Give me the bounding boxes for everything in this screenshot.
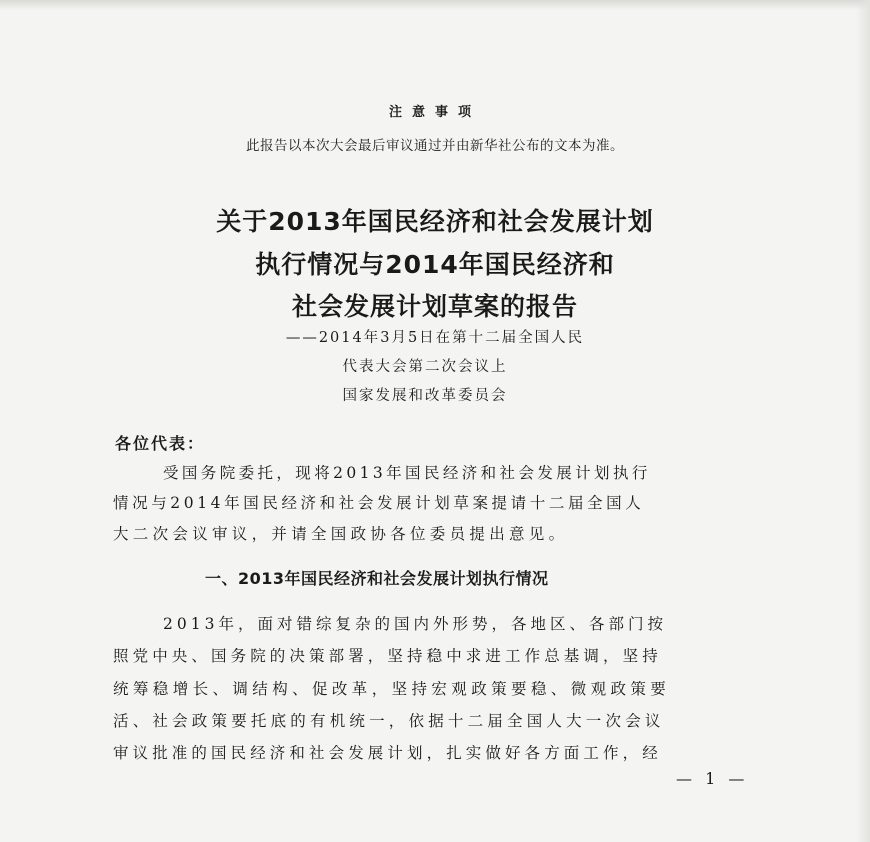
salutation: 各位代表： <box>115 434 206 453</box>
scan-edge-top <box>0 0 870 10</box>
report-title-line-2: 执行情况与2014年国民经济和 <box>255 250 615 279</box>
section-line-5: 审议批准的国民经济和社会发展计划，扎实做好各方面工作，经 <box>113 744 662 762</box>
report-title-line-1: 关于2013年国民经济和社会发展计划 <box>216 207 654 236</box>
report-subtitle-line-1: ——2014年3月5日在第十二届全国人民 <box>285 330 585 346</box>
notice-text: 此报告以本次大会最后审议通过并由新华社公布的文本为准。 <box>246 138 624 154</box>
report-subtitle-line-2: 代表大会第二次会议上 <box>342 359 508 375</box>
intro-line-3: 大二次会议审议，并请全国政协各位委员提出意见。 <box>113 525 569 543</box>
intro-line-2: 情况与2014年国民经济和社会发展计划草案提请十二届全国人 <box>113 494 645 512</box>
section-heading: 一、2013年国民经济和社会发展计划执行情况 <box>205 569 549 588</box>
page-number: — 1 — <box>676 769 749 788</box>
section-line-1: 2013年，面对错综复杂的国内外形势，各地区、各部门按 <box>163 615 667 633</box>
report-title-line-3: 社会发展计划草案的报告 <box>291 292 578 321</box>
scan-edge-right <box>856 0 870 842</box>
section-line-3: 统筹稳增长、调结构、促改革，坚持宏观政策要稳、微观政策要 <box>113 680 671 698</box>
section-line-4: 活、社会政策要托底的有机统一，依据十二届全国人大一次会议 <box>113 712 665 730</box>
section-line-2: 照党中央、国务院的决策部署，坚持稳中求进工作总基调，坚持 <box>113 647 662 665</box>
notice-title: 注意事项 <box>388 105 481 120</box>
report-author: 国家发展和改革委员会 <box>342 388 508 404</box>
intro-line-1: 受国务院委托，现将2013年国民经济和社会发展计划执行 <box>163 464 651 482</box>
